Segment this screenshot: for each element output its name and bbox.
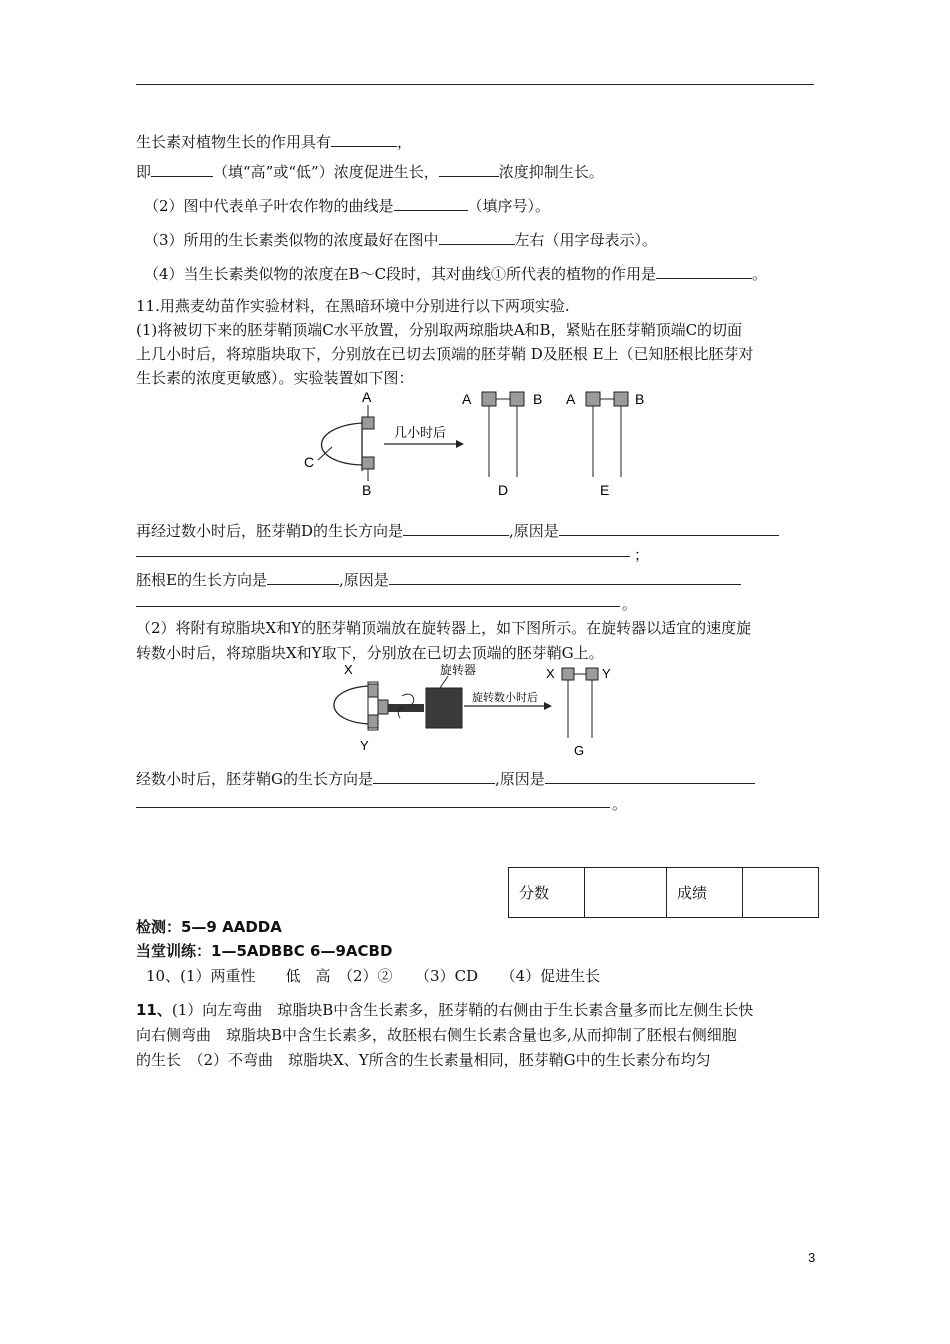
label-b: B xyxy=(362,482,372,498)
q11-part1-line3: 生长素的浓度更敏感）。实验装置如下图： xyxy=(136,369,414,387)
q10-line2: 即 （填“高”或“低”）浓度促进生长， 浓度抑制生长。 xyxy=(136,160,604,182)
label-g-y: Y xyxy=(602,666,611,681)
agar-block-x xyxy=(368,684,378,697)
score-label: 分数 xyxy=(509,868,585,918)
rotator-label: 旋转器 xyxy=(440,663,477,677)
answer-blank[interactable] xyxy=(545,767,755,784)
q11-e-direction: 胚根E的生长方向是 ,原因是 xyxy=(136,568,741,590)
label-e-b: B xyxy=(635,391,645,407)
q11-title: 11.用燕麦幼苗作实验材料，在黑暗环境中分别进行以下两项实验. xyxy=(136,297,570,315)
punctuation: ； xyxy=(634,546,650,564)
answer-blank[interactable] xyxy=(656,262,752,279)
agar-block-y xyxy=(368,715,378,728)
rotator-shaft xyxy=(388,704,424,712)
coleoptile-d xyxy=(482,392,524,477)
answer-blank[interactable] xyxy=(136,556,630,557)
grade-cell[interactable] xyxy=(743,868,819,918)
arrow-label-2: 旋转数小时后 xyxy=(472,692,538,704)
answer-blank[interactable] xyxy=(136,606,620,607)
q11-part1-line2: 上几小时后，将琼脂块取下，分别放在已切去顶端的胚芽鞘 D及胚根 E上（已知胚根比胚芽对 xyxy=(136,345,754,363)
score-table xyxy=(508,867,819,918)
label-a: A xyxy=(362,389,372,405)
answer-blank[interactable] xyxy=(439,228,515,245)
agar-block-a xyxy=(362,417,374,429)
q11-g-direction: 经数小时后，胚芽鞘G的生长方向是 ,原因是 xyxy=(136,767,755,789)
label-c: C xyxy=(304,454,315,470)
answer-11-line2: 向右侧弯曲 琼脂块B中含生长素多，故胚根右侧生长素含量也多,从而抑制了胚根右侧细胞 xyxy=(136,1026,737,1044)
label-e: E xyxy=(600,482,610,498)
coleoptile-g xyxy=(562,668,598,738)
page-number: 3 xyxy=(808,1250,816,1265)
answer-blank[interactable] xyxy=(559,519,779,536)
answer-11-line3: 的生长 （2）不弯曲 琼脂块X、Y所含的生长素量相同，胚芽鞘G中的生长素分布均匀 xyxy=(136,1051,711,1069)
answer-blank[interactable] xyxy=(439,160,499,177)
punctuation: 。 xyxy=(622,595,638,613)
answer-blank[interactable] xyxy=(136,807,610,808)
coleoptile-tip-c xyxy=(318,405,374,481)
answer-11-line1: 11、(1）向左弯曲 琼脂块B中含生长素多，胚芽鞘的右侧由于生长素含量多而比左侧生长快 xyxy=(136,1001,754,1019)
answer-blank[interactable] xyxy=(403,519,509,536)
answer-check: 检测：5—9 AADDA xyxy=(136,918,282,936)
punctuation: 。 xyxy=(612,795,628,813)
label-g-x: X xyxy=(546,666,555,681)
label-d-a: A xyxy=(462,391,472,407)
answer-practice: 当堂训练：1—5ADBBC 6—9ACBD xyxy=(136,942,393,960)
answer-10: 10、(1）两重性 低 高 （2）② （3）CD （4）促进生长 xyxy=(146,967,601,985)
q10-part3: （3）所用的生长素类似物的浓度最好在图中 左右（用字母表示）。 xyxy=(144,228,657,250)
q10-part2: （2）图中代表单子叶农作物的曲线是 （填序号）。 xyxy=(144,194,550,216)
q11-d-direction: 再经过数小时后，胚芽鞘D的生长方向是 ,原因是 xyxy=(136,519,779,541)
header-rule xyxy=(136,84,814,85)
q11-part1-line1: (1)将被切下来的胚芽鞘顶端C水平放置，分别取两琼脂块A和B，紧贴在胚芽鞘顶端C的切面 xyxy=(136,321,743,339)
experiment-figure-2 xyxy=(330,660,630,760)
rotator-box xyxy=(426,688,462,728)
arrow-several-hours xyxy=(384,440,464,448)
radicle-e xyxy=(586,392,628,477)
label-d-b: B xyxy=(533,391,543,407)
q10-part4: （4）当生长素类似物的浓度在B～C段时，其对曲线①所代表的植物的作用是 。 xyxy=(144,262,767,284)
arrow-label: 几小时后 xyxy=(394,425,447,440)
experiment-figure-1 xyxy=(290,385,670,500)
score-cell[interactable] xyxy=(585,868,667,918)
answer-blank[interactable] xyxy=(331,130,397,147)
label-e-a: A xyxy=(566,391,576,407)
q11-part2-line2: 转数小时后，将琼脂块X和Y取下，分别放在已切去顶端的胚芽鞘G上。 xyxy=(136,644,604,662)
label-y: Y xyxy=(360,738,369,753)
label-g: G xyxy=(574,743,585,758)
grade-label: 成绩 xyxy=(667,868,743,918)
label-x: X xyxy=(344,662,353,677)
answer-blank[interactable] xyxy=(373,767,495,784)
answer-blank[interactable] xyxy=(151,160,213,177)
q11-part2-line1: （2）将附有琼脂块X和Y的胚芽鞘顶端放在旋转器上，如下图所示。在旋转器以适宜的速度旋 xyxy=(136,619,752,637)
label-d: D xyxy=(498,482,509,498)
q10-line1: 生长素对植物生长的作用具有 ， xyxy=(136,130,412,152)
coleoptile-tip-on-rotator xyxy=(334,676,462,730)
answer-blank[interactable] xyxy=(389,568,741,585)
answer-blank[interactable] xyxy=(394,194,468,211)
agar-block-b xyxy=(362,457,374,469)
answer-blank[interactable] xyxy=(267,568,339,585)
